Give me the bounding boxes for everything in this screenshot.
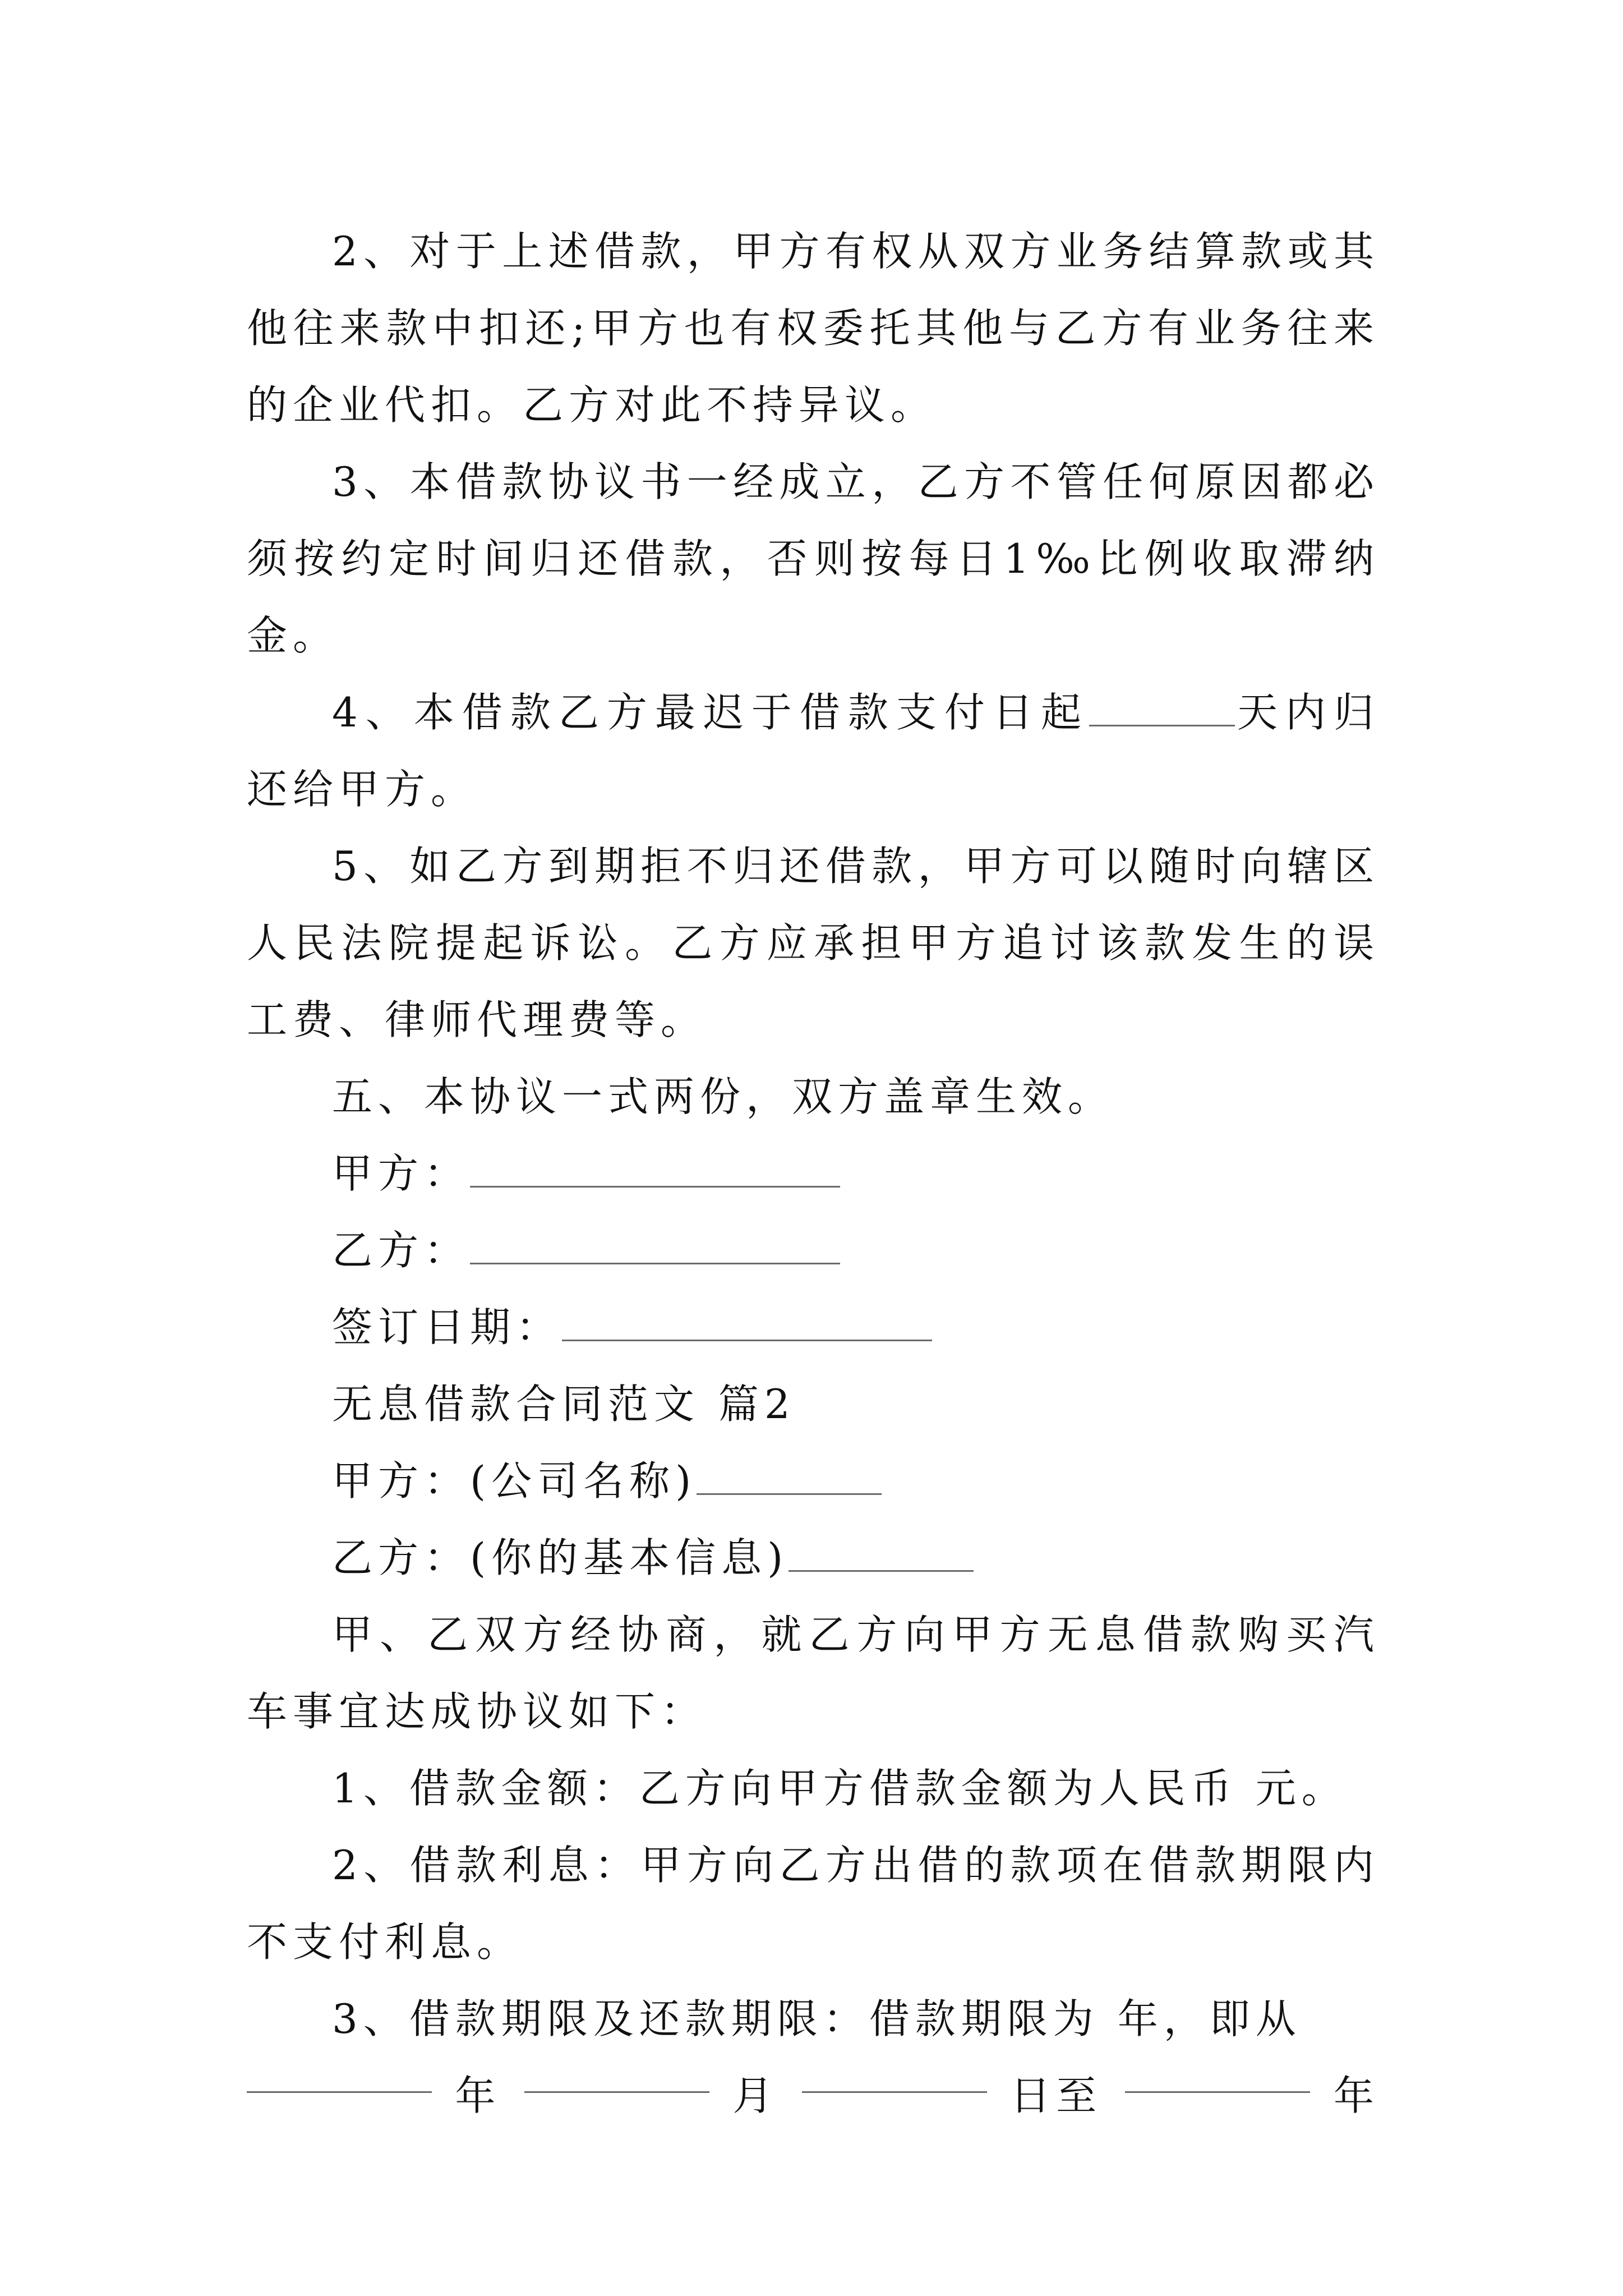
section-2-party-a-label: 甲方：(公司名称) (332, 1457, 697, 1504)
start-month-blank (524, 2058, 709, 2093)
section-2-item-1-amount: 1、借款金额：乙方向甲方借款金额为人民币 元。 (332, 1765, 1348, 1812)
section-2-intro: 甲、乙双方经协商，就乙方向甲方无息借款购买汽车事宜达成协议如下： (247, 1611, 1380, 1735)
term-date-row (247, 2058, 1380, 2134)
signature-date (247, 1289, 1380, 1366)
clause-2-deduction: 2、对于上述借款，甲方有权从双方业务结算款或其他往来款中扣还;甲方也有权委托其他与乙方有业务往来的企业代扣。乙方对此不持异议。 (247, 228, 1380, 429)
party-a-label: 甲方： (332, 1150, 471, 1197)
section-2-title: 无息借款合同范文 篇2 (332, 1381, 796, 1428)
section-2-item-3-term: 3、借款期限及还款期限：借款期限为 年，即从 (332, 1995, 1302, 2042)
section-2-party-b-label: 乙方：(你的基本信息) (332, 1534, 789, 1581)
section-2-party-b (247, 1520, 1380, 1596)
date-label: 签订日期： (332, 1304, 562, 1351)
clause-5-lawsuit: 5、如乙方到期拒不归还借款，甲方可以随时向辖区人民法院提起诉讼。乙方应承担甲方追讨该款发生的误工费、律师代理费等。 (247, 843, 1380, 1043)
clause-4-repayment-days (247, 674, 1380, 828)
unit-day-to: 日至 (1010, 2072, 1103, 2119)
party-a-blank (470, 1152, 840, 1188)
end-year-blank (1125, 2058, 1310, 2093)
signature-party-a (247, 1135, 1380, 1212)
section-2-party-a (247, 1443, 1380, 1520)
unit-month: 月 (732, 2072, 779, 2119)
start-year-blank (247, 2058, 432, 2093)
repayment-days-blank (1089, 691, 1235, 726)
date-blank (562, 1306, 932, 1341)
section-2-item-2-interest: 2、借款利息：甲方向乙方出借的款项在借款期限内不支付利息。 (247, 1842, 1380, 1966)
section-2-party-b-blank (789, 1536, 974, 1572)
party-b-blank (470, 1229, 840, 1264)
unit-year: 年 (455, 2072, 501, 2119)
section-2-party-a-blank (697, 1460, 882, 1495)
document-body (247, 213, 1380, 2134)
start-day-blank (802, 2058, 987, 2093)
clause-five-copies: 五、本协议一式两份，双方盖章生效。 (332, 1073, 1114, 1120)
party-b-label: 乙方： (332, 1227, 471, 1274)
clause-3-late-fee: 3、本借款协议书一经成立，乙方不管任何原因都必须按约定时间归还借款，否则按每日1‰比例收取滞纳金。 (247, 458, 1380, 659)
unit-year-end: 年 (1333, 2072, 1380, 2119)
clause-4-text-after: 天内归还给甲方。 (247, 689, 1380, 813)
clause-4-text-before: 4、本借款乙方最迟于借款支付日起 (332, 689, 1089, 736)
signature-party-b (247, 1212, 1380, 1289)
